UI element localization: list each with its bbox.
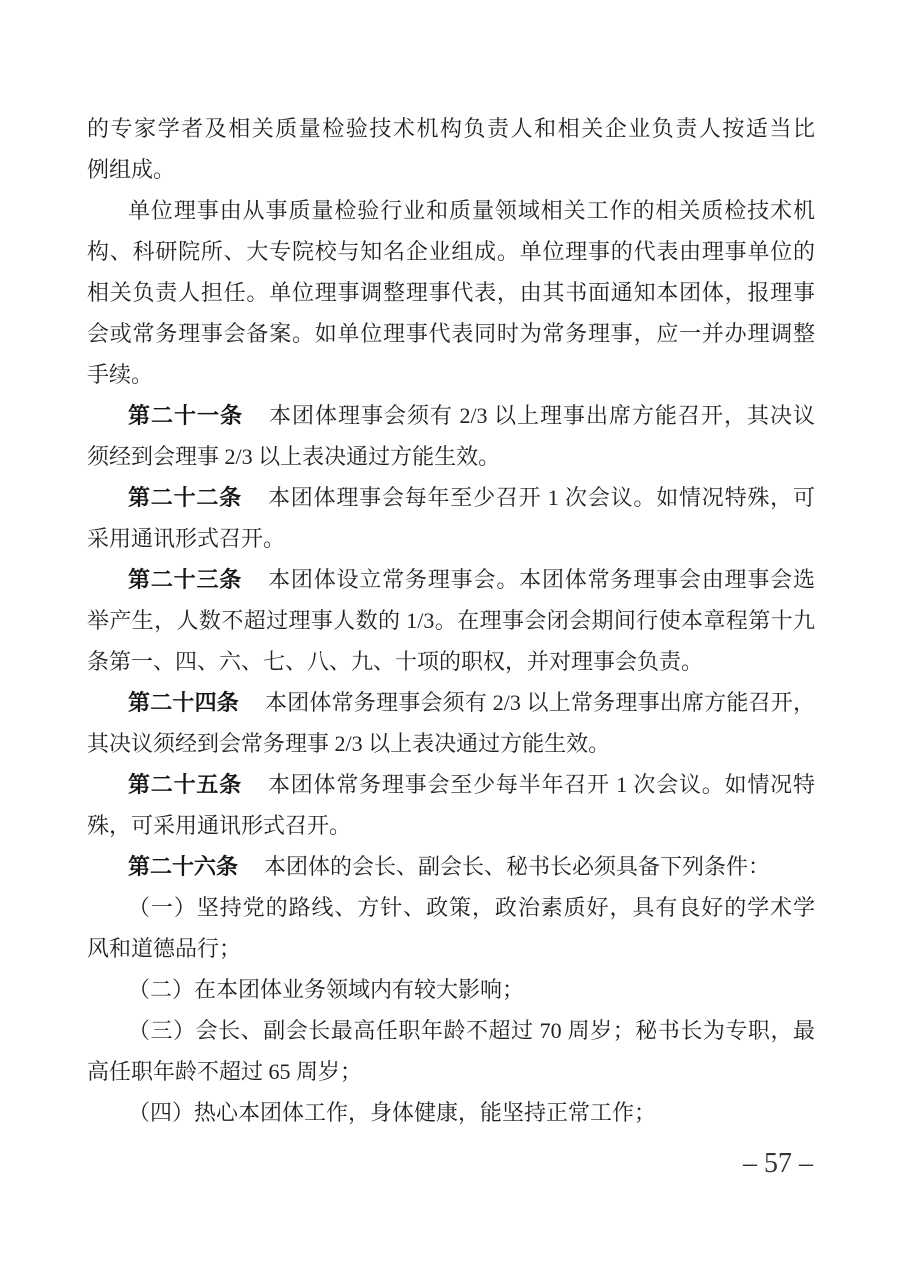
- text-line: 须经到会理事 2/3 以上表决通过方能生效。: [87, 444, 501, 469]
- article-paragraph: [87, 395, 815, 477]
- text-line: 第二十六条 本团体的会长、副会长、秘书长必须具备下列条件：: [128, 854, 771, 880]
- text-line: 第二十三条 本团体设立常务理事会。本团体常务理事会由理事会选: [128, 567, 815, 593]
- article-paragraph: [87, 477, 815, 559]
- text-line: 条第一、四、六、七、八、九、十项的职权，并对理事会负责。: [87, 649, 704, 674]
- text-line: 第二十四条 本团体常务理事会须有 2/3 以上常务理事出席方能召开，: [128, 690, 815, 716]
- body-paragraph: [87, 108, 815, 190]
- body-paragraph: [87, 969, 815, 1010]
- body-paragraph: [87, 1092, 815, 1133]
- article-paragraph: [87, 764, 815, 846]
- article-number: 第二十二条: [128, 486, 242, 511]
- text-line: 的专家学者及相关质量检验技术机构负责人和相关企业负责人按适当比: [87, 116, 815, 141]
- text-line: 例组成。: [87, 157, 176, 182]
- text-line: 第二十五条 本团体常务理事会至少每半年召开 1 次会议。如情况特: [128, 772, 815, 798]
- text-line: 构、科研院所、大专院校与知名企业组成。单位理事的代表由理事单位的: [87, 239, 815, 264]
- text-line: （一）坚持党的路线、方针、政策，政治素质好，具有良好的学术学: [128, 895, 815, 920]
- text-line: 相关负责人担任。单位理事调整理事代表，由其书面通知本团体，报理事: [87, 280, 815, 305]
- text-line: 单位理事由从事质量检验行业和质量领域相关工作的相关质检技术机: [128, 198, 815, 223]
- text-line: 手续。: [87, 362, 154, 387]
- body-paragraph: [87, 1010, 815, 1092]
- text-line: （二）在本团体业务领域内有较大影响；: [128, 977, 525, 1002]
- text-line: 会或常务理事会备案。如单位理事代表同时为常务理事，应一并办理调整: [87, 321, 815, 346]
- text-line: 高任职年龄不超过 65 周岁；: [87, 1059, 363, 1084]
- text-line: 第二十二条 本团体理事会每年至少召开 1 次会议。如情况特殊，可: [128, 485, 815, 511]
- page-number: – 57 –: [743, 1148, 813, 1179]
- body-paragraph: [87, 887, 815, 969]
- text-line: （四）热心本团体工作，身体健康，能坚持正常工作；: [128, 1100, 657, 1125]
- text-line: 风和道德品行；: [87, 936, 242, 961]
- article-number: 第二十三条: [128, 568, 243, 593]
- article-number: 第二十一条: [128, 404, 243, 429]
- text-line: 采用通讯形式召开。: [87, 526, 286, 551]
- article-number: 第二十五条: [128, 773, 242, 798]
- body-paragraph: [87, 190, 815, 395]
- text-line: 举产生，人数不超过理事人数的 1/3。在理事会闭会期间行使本章程第十九: [87, 608, 815, 633]
- text-line: 殊，可采用通讯形式召开。: [87, 813, 352, 838]
- article-paragraph: [87, 559, 815, 682]
- text-line: 其决议须经到会常务理事 2/3 以上表决通过方能生效。: [87, 731, 611, 756]
- document-body: [87, 108, 815, 1133]
- article-number: 第二十六条: [128, 855, 239, 880]
- article-paragraph: [87, 682, 815, 764]
- text-line: 第二十一条 本团体理事会须有 2/3 以上理事出席方能召开，其决议: [128, 403, 815, 429]
- text-line: （三）会长、副会长最高任职年龄不超过 70 周岁；秘书长为专职，最: [128, 1018, 815, 1043]
- article-number: 第二十四条: [128, 691, 240, 716]
- article-paragraph: [87, 846, 815, 887]
